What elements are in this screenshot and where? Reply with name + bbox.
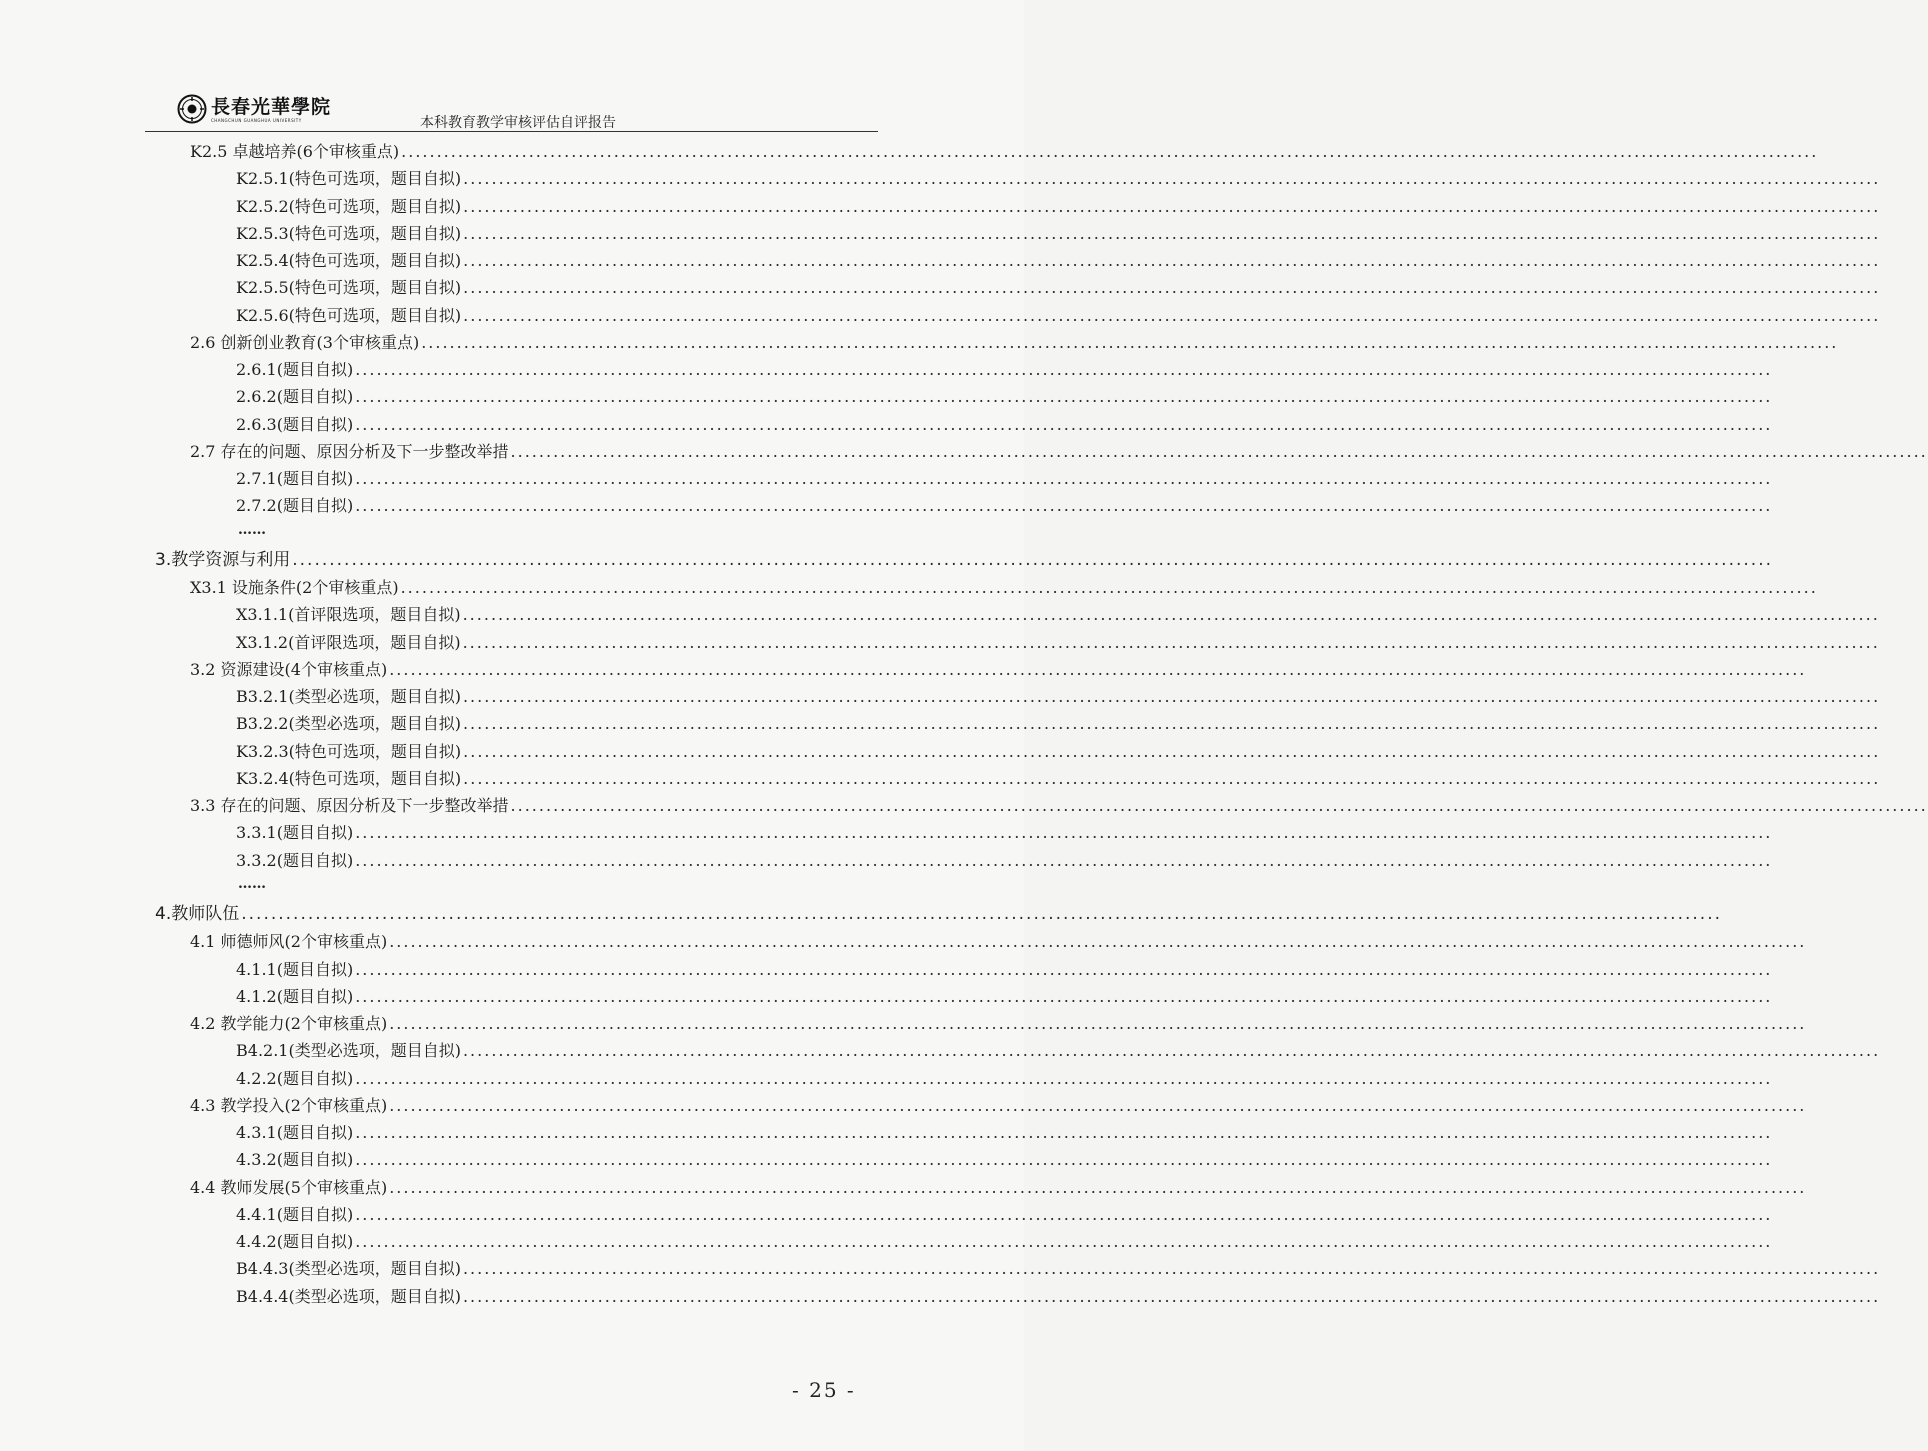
- toc-entry-label: 3.3.1(题目自拟): [236, 823, 354, 842]
- toc-entry-label: K2.5.1(特色可选项，题目自拟): [236, 169, 462, 188]
- toc-leader-dots: ........................................................................................................................................................................................................: [355, 1205, 1773, 1224]
- toc-leader-dots: ........................................................................................................................................................................................................: [462, 1041, 1881, 1060]
- toc-subsection-entry[interactable]: [236, 1228, 1773, 1255]
- toc-entry-label: B4.4.3(类型必选项，题目自拟): [236, 1259, 461, 1278]
- toc-subsection-entry[interactable]: [236, 765, 1881, 792]
- toc-subsection-entry[interactable]: [236, 274, 1881, 301]
- toc-section-entry[interactable]: [190, 1174, 1807, 1201]
- toc-leader-dots: ........................................................................................................................................................................................................: [355, 496, 1773, 515]
- toc-subsection-entry[interactable]: [236, 683, 1881, 710]
- toc-entry-label: K2.5.6(特色可选项，题目自拟): [236, 306, 462, 325]
- toc-entry-label: 4.2 教学能力(2个审核重点): [190, 1014, 388, 1033]
- toc-leader-dots: ........................................................................................................................................................................................................: [463, 769, 1881, 788]
- toc-leader-dots: ........................................................................................................................................................................................................: [463, 278, 1881, 297]
- toc-entry-label: 4.4.2(题目自拟): [236, 1232, 354, 1251]
- toc-section-entry[interactable]: [190, 656, 1807, 683]
- toc-leader-dots: ........................................................................................................................................................................................................: [400, 578, 1818, 597]
- toc-entry-label: 3.3.2(题目自拟): [236, 851, 354, 870]
- toc-subsection-entry[interactable]: [236, 193, 1881, 220]
- toc-leader-dots: ........................................................................................................................................................................................................: [510, 442, 1928, 461]
- toc-subsection-entry[interactable]: [236, 819, 1773, 846]
- toc-subsection-entry[interactable]: [236, 1201, 1773, 1228]
- toc-leader-dots: ........................................................................................................................................................................................................: [510, 796, 1928, 815]
- toc-entry-label: X3.1.2(首评限选项，题目自拟): [236, 633, 461, 652]
- toc-section-entry[interactable]: [190, 438, 1928, 465]
- toc-entry-label: B4.4.4(类型必选项，题目自拟): [236, 1287, 461, 1306]
- logo-subtitle: CHANGCHUN GUANGHUA UNIVERSITY: [211, 118, 302, 123]
- toc-subsection-entry[interactable]: [236, 1065, 1773, 1092]
- toc-leader-dots: ........................................................................................................................................................................................................: [463, 251, 1881, 270]
- toc-leader-dots: ........................................................................................................................................................................................................: [463, 306, 1881, 325]
- toc-subsection-entry[interactable]: [236, 601, 1880, 628]
- toc-leader-dots: ........................................................................................................................................................................................................: [462, 714, 1881, 733]
- toc-subsection-entry[interactable]: [236, 383, 1773, 410]
- toc-entry-label: X3.1 设施条件(2个审核重点): [190, 578, 399, 597]
- toc-entry-label: 3.2 资源建设(4个审核重点): [190, 660, 388, 679]
- toc-ellipsis: ……: [238, 522, 266, 538]
- toc-subsection-entry[interactable]: [236, 247, 1881, 274]
- toc-entry-label: 4.1 师德师风(2个审核重点): [190, 932, 388, 951]
- toc-leader-dots: ........................................................................................................................................................................................................: [389, 1096, 1807, 1115]
- toc-subsection-entry[interactable]: [236, 1119, 1773, 1146]
- toc-leader-dots: ........................................................................................................................................................................................................: [355, 469, 1773, 488]
- toc-section-entry[interactable]: [190, 1010, 1807, 1037]
- toc-leader-dots: ........................................................................................................................................................................................................: [355, 1123, 1773, 1142]
- toc-leader-dots: ........................................................................................................................................................................................................: [355, 823, 1773, 842]
- toc-leader-dots: ........................................................................................................................................................................................................: [292, 550, 1773, 570]
- toc-leader-dots: ........................................................................................................................................................................................................: [463, 169, 1881, 188]
- toc-section-entry[interactable]: [190, 1092, 1807, 1119]
- toc-entry-label: 4.2.2(题目自拟): [236, 1069, 354, 1088]
- toc-entry-label: K2.5.4(特色可选项，题目自拟): [236, 251, 462, 270]
- toc-chapter-entry[interactable]: [155, 901, 1722, 928]
- university-logo: [177, 94, 367, 128]
- toc-subsection-entry[interactable]: [236, 738, 1881, 765]
- toc-subsection-entry[interactable]: [236, 847, 1773, 874]
- toc-subsection-entry[interactable]: [236, 220, 1881, 247]
- toc-entry-label: 2.6.3(题目自拟): [236, 415, 354, 434]
- toc-entry-label: 4.3.1(题目自拟): [236, 1123, 354, 1142]
- toc-leader-dots: ........................................................................................................................................................................................................: [389, 932, 1807, 951]
- toc-entry-label: 4.1.1(题目自拟): [236, 960, 354, 979]
- toc-entry-label: 2.7.2(题目自拟): [236, 496, 354, 515]
- toc-subsection-entry[interactable]: [236, 1146, 1773, 1173]
- toc-entry-label: K3.2.3(特色可选项，题目自拟): [236, 742, 462, 761]
- toc-subsection-entry[interactable]: [236, 983, 1773, 1010]
- toc-subsection-entry[interactable]: [236, 411, 1773, 438]
- toc-leader-dots: ........................................................................................................................................................................................................: [462, 1259, 1881, 1278]
- toc-leader-dots: ........................................................................................................................................................................................................: [355, 415, 1773, 434]
- toc-entry-label: 2.7.1(题目自拟): [236, 469, 354, 488]
- toc-leader-dots: ........................................................................................................................................................................................................: [462, 633, 1880, 652]
- toc-entry-label: 4.教师队伍: [155, 904, 240, 924]
- logo-name: 長春光華學院: [211, 96, 332, 118]
- toc-leader-dots: ........................................................................................................................................................................................................: [355, 387, 1773, 406]
- toc-subsection-entry[interactable]: [236, 465, 1773, 492]
- toc-entry-label: 3.教学资源与利用: [155, 550, 291, 570]
- toc-entry-label: 2.6 创新创业教育(3个审核重点): [190, 333, 420, 352]
- toc-entry-label: K2.5 卓越培养(6个审核重点): [190, 142, 400, 161]
- toc-leader-dots: ........................................................................................................................................................................................................: [389, 1178, 1807, 1197]
- toc-leader-dots: ........................................................................................................................................................................................................: [241, 904, 1722, 924]
- toc-leader-dots: ........................................................................................................................................................................................................: [462, 605, 1880, 624]
- toc-subsection-entry[interactable]: [236, 956, 1773, 983]
- toc-leader-dots: ........................................................................................................................................................................................................: [355, 1150, 1773, 1169]
- toc-leader-dots: ........................................................................................................................................................................................................: [355, 1232, 1773, 1251]
- toc-entry-label: 4.4 教师发展(5个审核重点): [190, 1178, 388, 1197]
- toc-entry-label: 3.3 存在的问题、原因分析及下一步整改举措: [190, 796, 509, 815]
- toc-entry-label: B4.2.1(类型必选项，题目自拟): [236, 1041, 461, 1060]
- header-divider: [145, 131, 878, 132]
- toc-subsection-entry[interactable]: [236, 1037, 1881, 1064]
- toc-entry-label: 2.7 存在的问题、原因分析及下一步整改举措: [190, 442, 509, 461]
- toc-leader-dots: ........................................................................................................................................................................................................: [355, 987, 1773, 1006]
- toc-entry-label: K2.5.2(特色可选项，题目自拟): [236, 197, 462, 216]
- toc-leader-dots: ........................................................................................................................................................................................................: [389, 660, 1807, 679]
- toc-subsection-entry[interactable]: [236, 710, 1881, 737]
- toc-entry-label: 2.6.2(题目自拟): [236, 387, 354, 406]
- toc-subsection-entry[interactable]: [236, 629, 1880, 656]
- toc-entry-label: 4.1.2(题目自拟): [236, 987, 354, 1006]
- toc-section-entry[interactable]: [190, 329, 1839, 356]
- toc-leader-dots: ........................................................................................................................................................................................................: [463, 224, 1881, 243]
- toc-leader-dots: ........................................................................................................................................................................................................: [462, 1287, 1881, 1306]
- toc-subsection-entry[interactable]: [236, 492, 1773, 519]
- toc-chapter-entry[interactable]: [155, 547, 1773, 574]
- toc-entry-label: 2.6.1(题目自拟): [236, 360, 354, 379]
- toc-section-entry[interactable]: [190, 574, 1818, 601]
- toc-entry-label: K3.2.4(特色可选项，题目自拟): [236, 769, 462, 788]
- toc-leader-dots: ........................................................................................................................................................................................................: [463, 197, 1881, 216]
- toc-leader-dots: ........................................................................................................................................................................................................: [389, 1014, 1807, 1033]
- page-header: [145, 92, 878, 132]
- toc-section-entry[interactable]: [190, 792, 1928, 819]
- toc-subsection-entry[interactable]: [236, 165, 1881, 192]
- page-number: - 25 -: [792, 1378, 856, 1402]
- toc-entry-label: B3.2.2(类型必选项，题目自拟): [236, 714, 461, 733]
- toc-leader-dots: ........................................................................................................................................................................................................: [355, 851, 1773, 870]
- toc-subsection-entry[interactable]: [236, 302, 1881, 329]
- toc-entry-label: B3.2.1(类型必选项，题目自拟): [236, 687, 461, 706]
- toc-leader-dots: ........................................................................................................................................................................................................: [421, 333, 1839, 352]
- toc-subsection-entry[interactable]: [236, 1283, 1881, 1310]
- toc-entry-label: 4.3 教学投入(2个审核重点): [190, 1096, 388, 1115]
- toc-leader-dots: ........................................................................................................................................................................................................: [463, 742, 1881, 761]
- toc-ellipsis: ……: [238, 876, 266, 892]
- university-seal-icon: [177, 94, 207, 124]
- toc-subsection-entry[interactable]: [236, 356, 1773, 383]
- toc-leader-dots: ........................................................................................................................................................................................................: [401, 142, 1819, 161]
- toc-leader-dots: ........................................................................................................................................................................................................: [462, 687, 1881, 706]
- toc-entry-label: X3.1.1(首评限选项，题目自拟): [236, 605, 461, 624]
- toc-leader-dots: ........................................................................................................................................................................................................: [355, 1069, 1773, 1088]
- toc-section-entry[interactable]: [190, 928, 1807, 955]
- toc-entry-label: 4.4.1(题目自拟): [236, 1205, 354, 1224]
- toc-entry-label: K2.5.5(特色可选项，题目自拟): [236, 278, 462, 297]
- toc-entry-label: 4.3.2(题目自拟): [236, 1150, 354, 1169]
- toc-entry-label: K2.5.3(特色可选项，题目自拟): [236, 224, 462, 243]
- toc-subsection-entry[interactable]: [236, 1255, 1881, 1282]
- report-title: 本科教育教学审核评估自评报告: [420, 115, 616, 131]
- toc-section-entry[interactable]: [190, 138, 1819, 165]
- toc-leader-dots: ........................................................................................................................................................................................................: [355, 960, 1773, 979]
- toc-leader-dots: ........................................................................................................................................................................................................: [355, 360, 1773, 379]
